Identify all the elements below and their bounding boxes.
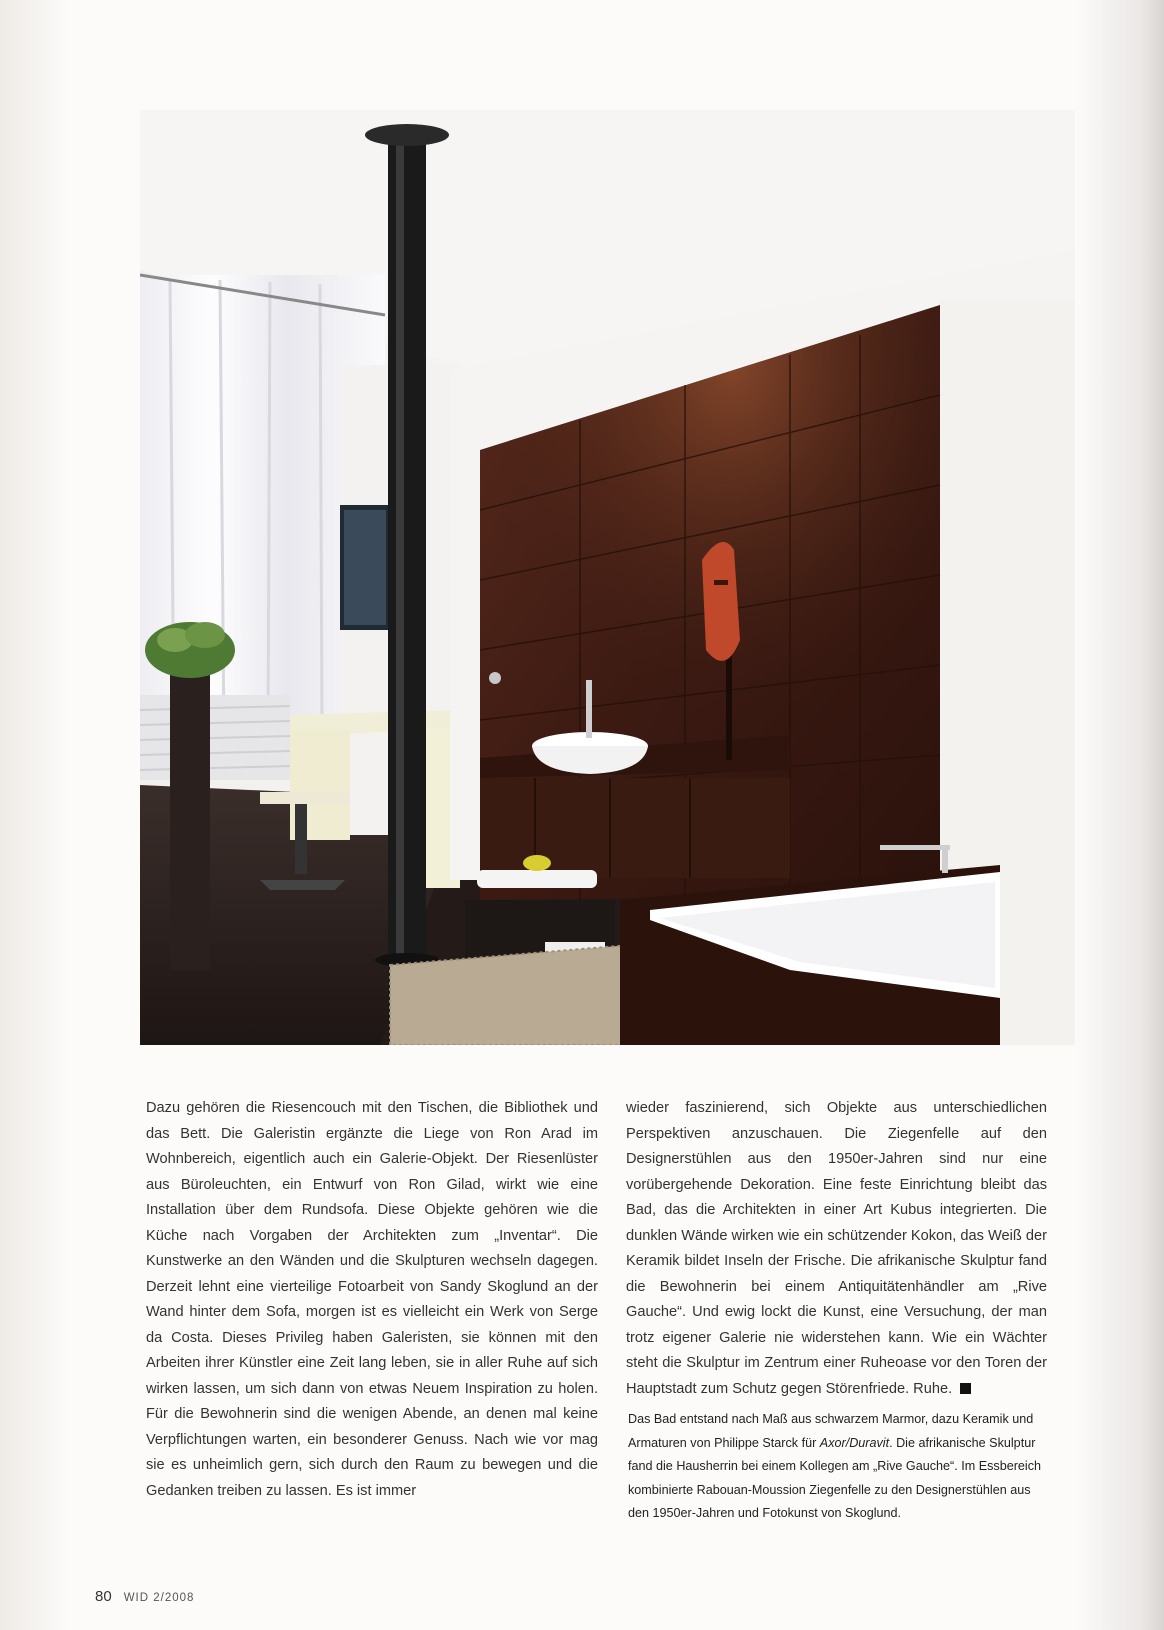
end-of-article-mark [960, 1383, 971, 1394]
photo-caption [628, 1408, 1048, 1526]
article-column-right [626, 1096, 1047, 1402]
article-column-left [146, 1096, 598, 1504]
page-footer [95, 1588, 194, 1605]
magazine-issue: WID 2/2008 [123, 1592, 195, 1604]
caption-text: . Die afrikanische Skulptur fand die Hausherrin bei einem Kollegen am „Rive Gauche“. Im Essbereich kombinierte Rabouan-Moussion Ziegenfelle zu den Designerstühlen aus den 1950er-Jahren und Fotokunst von Skoglund. [628, 1435, 1041, 1520]
caption-text: Das Bad entstand nach Maß aus schwarzem Marmor, dazu Keramik und Armaturen von Philippe Starck für [628, 1412, 1034, 1450]
article-paragraph: Dazu gehören die Riesencouch mit den Tischen, die Bibliothek und das Bett. Die Galeristin ergänzte die Liege von Ron Arad im Wohnbereich, eigentlich auch ein Galerie-Objekt. Der Riesenlüster aus Büroleuchten, ein Entwurf von Ron Gilad, wirkt wie eine Installation über dem Rundsofa. Diese Objekte gehören wie die Küche nach Vorgaben der Architekten zum „Inventar“. Die Kunstwerke an den Wänden und die Skulpturen wechseln dagegen. Derzeit lehnt eine vierteilige Fotoarbeit von Sandy Skoglund an der Wand hinter dem Sofa, morgen ist es vielleicht ein Werk von Serge da Costa. Dieses Privileg haben Galeristen, sie können mit den Arbeiten ihrer Künstler eine Zeit lang leben, sie in aller Ruhe auf sich wirken lassen, um sich dann von etwas Neuem Inspiration zu holen. Für die Bewohnerin sind die wenigen Abende, an denen mal keine Verpflichtungen warten, ein besonderer Genuss. Nach wie vor mag sie es unheimlich gern, sich durch den Raum zu bewegen und die Gedanken treiben zu lassen. Es ist immer [146, 1100, 598, 1499]
page-gutter-shadow [0, 0, 70, 1630]
page-edge-shadow [1074, 0, 1164, 1630]
page-number: 80 [95, 1588, 112, 1605]
article-text: wieder faszinierend, sich Objekte aus unterschiedlichen Perspektiven anzuschauen. Die Ziegenfelle auf den Designerstühlen aus den 1950er-Jahren sind nur eine vorübergehende Dekoration. Eine feste Einrichtung bleibt das Bad, das die Architekten in einer Art Kubus integrierten. Die dunklen Wände wirken wie ein schützender Kokon, das Weiß der Keramik bildet Inseln der Frische. Die afrikanische Skulptur fand die Bewohnerin bei einem Antiquitätenhändler am „Rive Gauche“. Und ewig lockt die Kunst, eine Versuchung, der man trotz eigener Galerie nie widerstehen kann. Wie ein Wächter steht die Skulptur im Zentrum einer Ruheoase vor den Toren der Hauptstadt zum Schutz gegen Störenfriede. Ruhe. [626, 1100, 1047, 1397]
article-paragraph [626, 1096, 1047, 1402]
interior-photo [140, 110, 1075, 1045]
caption-brand: Axor/Duravit [819, 1435, 890, 1450]
